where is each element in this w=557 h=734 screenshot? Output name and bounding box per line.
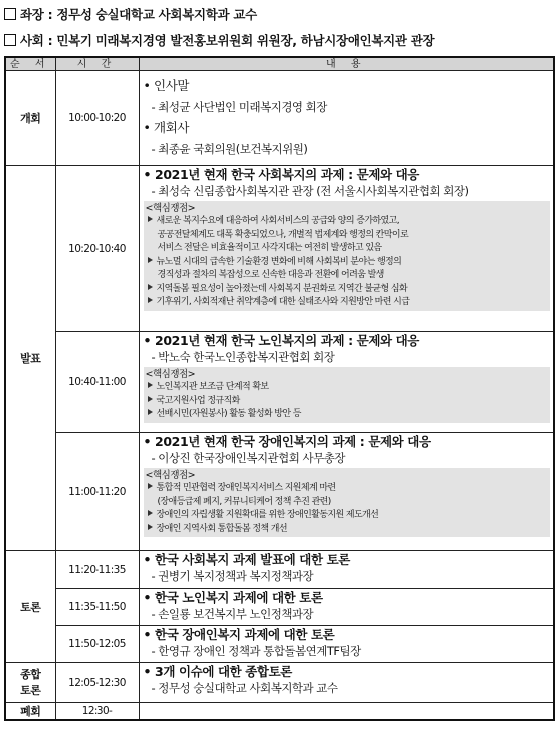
table-header-row: [5, 57, 554, 71]
row-presentation-2: [5, 332, 554, 433]
triangle-bullet-icon: [148, 257, 153, 263]
content-p2: [139, 332, 554, 433]
time-d2: 11:35-11:50: [55, 589, 139, 626]
time-p1: 10:20-10:40: [55, 166, 139, 332]
triangle-bullet-icon: [148, 297, 153, 303]
content-opening: [139, 71, 554, 166]
core-issue-item: 국고지원사업 정규직화: [146, 395, 551, 409]
speaker-line: - 최성숙 신림종합사회복지관 관장 (전 서울시사회복지관협회 회장): [151, 184, 469, 198]
time-closing: 12:30-: [55, 703, 139, 721]
col-content-header: 내 용: [139, 57, 554, 71]
seq-closing: 폐회: [5, 703, 55, 721]
core-issue-item: 장애인의 자립생활 지원확대를 위한 장애인활동지원 제도개선: [146, 509, 551, 523]
content-p3: [139, 433, 554, 551]
core-issues-box: [144, 201, 551, 311]
seq-general-discussion: 종합 토론: [5, 663, 55, 703]
row-presentation-1: [5, 166, 554, 332]
time-d1: 11:20-11:35: [55, 551, 139, 589]
chair-line: [4, 5, 257, 23]
core-issue-item: 지역돌봄 필요성이 높아졌는데 사회복지 분권화로 지역간 불균형 심화: [146, 283, 551, 297]
time-p2: 10:40-11:00: [55, 332, 139, 433]
core-issues-heading: <핵심쟁점>: [145, 369, 196, 380]
col-time-header: 시 간: [55, 57, 139, 71]
speaker-line: - 손일룡 보건복지부 노인정책과장: [151, 607, 314, 621]
triangle-bullet-icon: [148, 396, 153, 402]
discussion-title: • 한국 장애인복지 과제에 대한 토론: [143, 627, 335, 642]
speaker-line: - 박노숙 한국노인종합복지관협회 회장: [151, 350, 335, 364]
core-issues-box: [144, 468, 551, 537]
core-issue-item: 새로운 복지수요에 대응하여 사회서비스의 공급와 양의 증가하였고,: [146, 215, 551, 229]
core-issue-item: 통합적 민관협력 장애인복지서비스 지원체계 마련: [146, 482, 551, 496]
triangle-bullet-icon: [148, 284, 153, 290]
mc-line: [4, 31, 434, 49]
core-issue-continuation: 서비스 전달은 비효율적이고 사각지대는 여전히 발생하고 있음: [157, 243, 382, 253]
row-discussion-1: [5, 551, 554, 589]
row-closing: [5, 703, 554, 721]
triangle-bullet-icon: [148, 216, 153, 222]
content-general: [139, 663, 554, 703]
triangle-bullet-icon: [148, 483, 153, 489]
core-issue-item: 노인복지관 보조금 단계적 확보: [146, 381, 551, 395]
core-issue-item: 뉴노멀 시대의 급속한 기술환경 변화에 비해 사회복비 분야는 행정의: [146, 256, 551, 270]
speaker-line: - 권병기 복지정책과 복지정책과장: [151, 569, 314, 583]
col-order-header: 순 서: [5, 57, 55, 71]
checkbox-icon: [4, 8, 16, 20]
content-d1: [139, 551, 554, 589]
discussion-title: • 한국 노인복지 과제에 대한 토론: [143, 590, 323, 605]
core-issue-item: 선배시민(자원봉사) 활동 활성화 방안 등: [146, 408, 551, 422]
content-closing: [139, 703, 554, 721]
content-d2: [139, 589, 554, 626]
row-presentation-3: [5, 433, 554, 551]
seq-opening: 개회: [5, 71, 55, 166]
row-discussion-3: [5, 626, 554, 663]
checkbox-icon: [4, 34, 16, 46]
presentation-title: • 2021년 현재 한국 노인복지의 과제 : 문제와 대응: [143, 333, 419, 348]
speaker-line: - 한영규 장애인 정책과 통합돌봄연계TF팀장: [151, 644, 361, 658]
presentation-title: • 2021년 현재 한국 사회복지의 과제 : 문제와 대응: [143, 167, 419, 182]
speaker-line: - 최성균 사단법인 미래복지경영 회장: [151, 100, 327, 114]
presentation-title: • 2021년 현재 한국 장애인복지의 과제 : 문제와 대응: [143, 434, 431, 449]
triangle-bullet-icon: [148, 409, 153, 415]
program-table: [4, 56, 555, 721]
triangle-bullet-icon: [148, 382, 153, 388]
core-issues-heading: <핵심쟁점>: [145, 470, 196, 481]
triangle-bullet-icon: [148, 510, 153, 516]
speaker-line: - 이상진 한국장애인복지관협회 사무총장: [151, 451, 345, 465]
speaker-line: - 정무성 숭실대학교 사회복지학과 교수: [151, 681, 338, 695]
bullet-item: • 개회사: [143, 120, 190, 135]
core-issue-continuation: 경직성과 절차의 복잡성으로 신속한 대응과 전환에 어려움 발생: [157, 270, 384, 280]
speaker-line: - 최종윤 국회의원(보건복지위원): [151, 142, 308, 156]
seq-discussion: 토론: [5, 551, 55, 663]
seq-presentation: 발표: [5, 166, 55, 551]
chair-text: 좌장 : 정무성 숭실대학교 사회복지학과 교수: [20, 7, 257, 22]
core-issues-heading: <핵심쟁점>: [145, 203, 196, 214]
core-issues-box: [144, 367, 551, 423]
time-d3: 11:50-12:05: [55, 626, 139, 663]
bullet-item: • 인사말: [143, 78, 190, 93]
discussion-title: • 한국 사회복지 과제 발표에 대한 토론: [143, 552, 350, 567]
core-issue-continuation: (장애등급제 폐지, 커뮤니티케어 정책 추진 관련): [157, 496, 331, 507]
core-issue-item: 기후위기, 사회적재난 취약계층에 대한 실태조사와 지원방안 마련 시급: [146, 296, 551, 310]
discussion-title: • 3개 이슈에 대한 종합토론: [143, 664, 292, 679]
content-p1: [139, 166, 554, 332]
time-p3: 11:00-11:20: [55, 433, 139, 551]
triangle-bullet-icon: [148, 524, 153, 530]
content-d3: [139, 626, 554, 663]
row-discussion-2: [5, 589, 554, 626]
time-general: 12:05-12:30: [55, 663, 139, 703]
row-general-discussion: [5, 663, 554, 703]
row-opening: [5, 71, 554, 166]
core-issue-item: 장애인 지역사회 통합돌봄 정책 개선: [146, 523, 551, 537]
core-issue-continuation: 공공전달체계도 대폭 확충되었으나, 개별적 법제계와 행정의 칸막이로: [157, 229, 409, 240]
mc-text: 사회 : 민복기 미래복지경영 발전홍보위원회 위원장, 하남시장애인복지관 관장: [20, 33, 435, 48]
time-opening: 10:00-10:20: [55, 71, 139, 166]
